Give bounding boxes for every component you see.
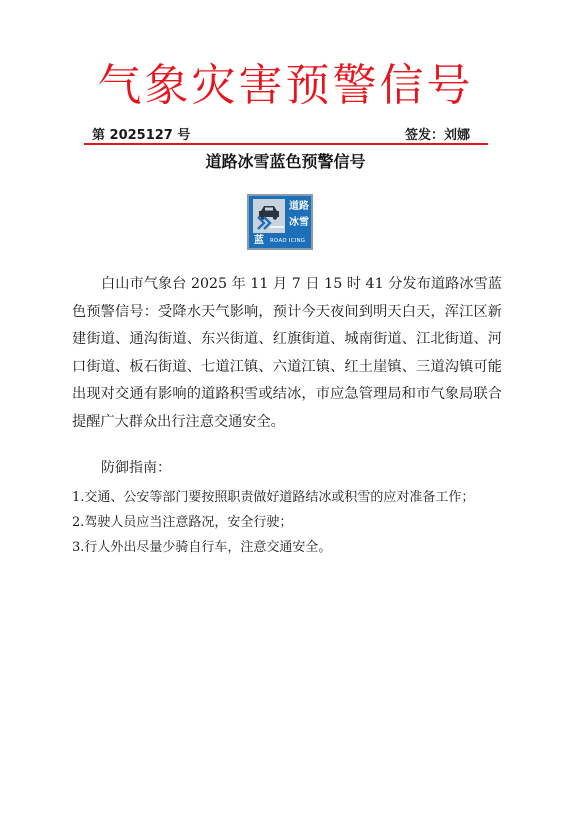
warning-body-paragraph: 白山市气象台 2025 年 11 月 7 日 15 时 41 分发布道路冰雪蓝色预警信号：受降水天气影响，预计今天夜间到明天白天，浑江区新建街道、通沟街道、东兴街道、红旗街道、城南街道、江北街道、河口街道、板石街道、七道江镇、六道江镇、红土崖镇、三道沟镇可能出现对交通有影响的道路积雪或结冰，市应急管理局和市气象局联合提醒广大群众出行注意交通安全。	[72, 276, 502, 430]
signal-title: 道路冰雪蓝色预警信号	[205, 152, 366, 171]
car-skid-icon	[253, 199, 285, 233]
document-header-title: 气象灾害预警信号	[97, 60, 474, 111]
red-divider	[84, 143, 488, 145]
icon-chars-line1: 道路	[289, 201, 309, 212]
guide-list	[72, 485, 512, 560]
issue-number: 第 2025127 号	[92, 128, 191, 143]
guide-item: 1.交通、公安等部门要按照职责做好道路结冰或积雪的应对准备工作；	[72, 490, 475, 505]
road-icing-blue-icon	[247, 194, 313, 250]
guide-item: 2.驾驶人员应当注意路况，安全行驶；	[72, 515, 293, 530]
icon-english-label: ROAD ICING	[270, 238, 306, 244]
guide-heading: 防御指南：	[101, 460, 171, 476]
issuer: 签发：刘娜	[404, 128, 470, 143]
guide-item: 3.行人外出尽量少骑自行车，注意交通安全。	[72, 540, 332, 555]
icon-chars-line2: 冰雪	[289, 217, 309, 228]
icon-chars	[287, 199, 311, 231]
icon-level-label: 蓝	[254, 235, 264, 246]
issue-row	[88, 124, 488, 142]
